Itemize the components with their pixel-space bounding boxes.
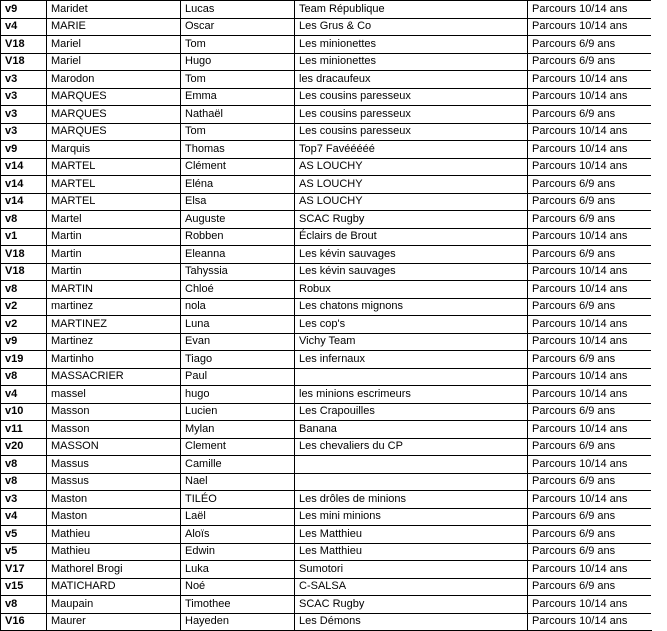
cell-last-name: Maridet bbox=[47, 1, 181, 19]
table-row bbox=[1, 578, 652, 596]
table-row bbox=[1, 88, 652, 106]
cell-group: v8 bbox=[1, 456, 47, 474]
cell-last-name: Martel bbox=[47, 211, 181, 229]
cell-last-name: Mathorel Brogi bbox=[47, 561, 181, 579]
cell-group: V17 bbox=[1, 561, 47, 579]
cell-first-name: Evan bbox=[181, 333, 295, 351]
table-row bbox=[1, 53, 652, 71]
cell-last-name: Marodon bbox=[47, 71, 181, 89]
cell-group: v15 bbox=[1, 578, 47, 596]
cell-course: Parcours 10/14 ans bbox=[528, 491, 652, 509]
cell-first-name: Luna bbox=[181, 316, 295, 334]
cell-team: AS LOUCHY bbox=[295, 193, 528, 211]
cell-team: Vichy Team bbox=[295, 333, 528, 351]
cell-team: les minions escrimeurs bbox=[295, 386, 528, 404]
cell-last-name: Maurer bbox=[47, 613, 181, 631]
cell-first-name: Tom bbox=[181, 71, 295, 89]
cell-course: Parcours 6/9 ans bbox=[528, 578, 652, 596]
cell-first-name: Clément bbox=[181, 158, 295, 176]
table-row bbox=[1, 421, 652, 439]
cell-first-name: Chloé bbox=[181, 281, 295, 299]
cell-course: Parcours 10/14 ans bbox=[528, 228, 652, 246]
cell-team bbox=[295, 456, 528, 474]
cell-first-name: Robben bbox=[181, 228, 295, 246]
cell-course: Parcours 6/9 ans bbox=[528, 508, 652, 526]
cell-first-name: Auguste bbox=[181, 211, 295, 229]
cell-team: Les Matthieu bbox=[295, 526, 528, 544]
cell-course: Parcours 10/14 ans bbox=[528, 1, 652, 19]
cell-last-name: Masson bbox=[47, 421, 181, 439]
cell-course: Parcours 10/14 ans bbox=[528, 141, 652, 159]
cell-team: Les infernaux bbox=[295, 351, 528, 369]
cell-team: Les Matthieu bbox=[295, 543, 528, 561]
cell-team: SCAC Rugby bbox=[295, 211, 528, 229]
cell-first-name: Noé bbox=[181, 578, 295, 596]
cell-team: SCAC Rugby bbox=[295, 596, 528, 614]
cell-last-name: MARTIN bbox=[47, 281, 181, 299]
table-row bbox=[1, 368, 652, 386]
cell-team: C-SALSA bbox=[295, 578, 528, 596]
cell-group: V18 bbox=[1, 263, 47, 281]
cell-group: v5 bbox=[1, 543, 47, 561]
cell-group: v3 bbox=[1, 71, 47, 89]
table-row bbox=[1, 36, 652, 54]
cell-team: Robux bbox=[295, 281, 528, 299]
cell-first-name: Camille bbox=[181, 456, 295, 474]
cell-first-name: Eleanna bbox=[181, 246, 295, 264]
cell-course: Parcours 6/9 ans bbox=[528, 53, 652, 71]
cell-team: AS LOUCHY bbox=[295, 176, 528, 194]
cell-last-name: MASSON bbox=[47, 438, 181, 456]
table-row bbox=[1, 596, 652, 614]
table-row bbox=[1, 473, 652, 491]
right-margin bbox=[651, 0, 667, 630]
cell-group: v14 bbox=[1, 158, 47, 176]
cell-course: Parcours 6/9 ans bbox=[528, 106, 652, 124]
table-row bbox=[1, 351, 652, 369]
table-row bbox=[1, 298, 652, 316]
cell-team: Banana bbox=[295, 421, 528, 439]
table-row bbox=[1, 386, 652, 404]
table-row bbox=[1, 333, 652, 351]
cell-course: Parcours 10/14 ans bbox=[528, 386, 652, 404]
cell-course: Parcours 6/9 ans bbox=[528, 473, 652, 491]
cell-team: les dracaufeux bbox=[295, 71, 528, 89]
cell-first-name: Emma bbox=[181, 88, 295, 106]
cell-team bbox=[295, 368, 528, 386]
cell-course: Parcours 6/9 ans bbox=[528, 211, 652, 229]
cell-course: Parcours 10/14 ans bbox=[528, 333, 652, 351]
table-row bbox=[1, 158, 652, 176]
cell-course: Parcours 10/14 ans bbox=[528, 71, 652, 89]
cell-course: Parcours 6/9 ans bbox=[528, 526, 652, 544]
cell-last-name: MARTEL bbox=[47, 176, 181, 194]
cell-last-name: Massus bbox=[47, 473, 181, 491]
cell-group: v10 bbox=[1, 403, 47, 421]
table-row bbox=[1, 193, 652, 211]
table-row bbox=[1, 228, 652, 246]
cell-last-name: MATICHARD bbox=[47, 578, 181, 596]
cell-course: Parcours 6/9 ans bbox=[528, 438, 652, 456]
cell-team: Les kévin sauvages bbox=[295, 263, 528, 281]
cell-first-name: Nael bbox=[181, 473, 295, 491]
cell-first-name: Mylan bbox=[181, 421, 295, 439]
table-row bbox=[1, 263, 652, 281]
cell-first-name: Thomas bbox=[181, 141, 295, 159]
cell-course: Parcours 10/14 ans bbox=[528, 456, 652, 474]
table-row bbox=[1, 456, 652, 474]
cell-course: Parcours 10/14 ans bbox=[528, 158, 652, 176]
cell-last-name: Martin bbox=[47, 228, 181, 246]
cell-first-name: nola bbox=[181, 298, 295, 316]
cell-first-name: Tom bbox=[181, 36, 295, 54]
cell-course: Parcours 6/9 ans bbox=[528, 36, 652, 54]
cell-first-name: Hayeden bbox=[181, 613, 295, 631]
table-row bbox=[1, 438, 652, 456]
cell-course: Parcours 6/9 ans bbox=[528, 246, 652, 264]
cell-last-name: Martin bbox=[47, 246, 181, 264]
cell-group: v20 bbox=[1, 438, 47, 456]
cell-group: v8 bbox=[1, 281, 47, 299]
cell-first-name: Edwin bbox=[181, 543, 295, 561]
cell-course: Parcours 10/14 ans bbox=[528, 561, 652, 579]
cell-first-name: Paul bbox=[181, 368, 295, 386]
cell-team: Les chatons mignons bbox=[295, 298, 528, 316]
cell-group: V18 bbox=[1, 53, 47, 71]
cell-last-name: Martinez bbox=[47, 333, 181, 351]
cell-group: V18 bbox=[1, 246, 47, 264]
cell-first-name: Timothee bbox=[181, 596, 295, 614]
cell-course: Parcours 10/14 ans bbox=[528, 596, 652, 614]
cell-first-name: Tom bbox=[181, 123, 295, 141]
table-row bbox=[1, 18, 652, 36]
table-row bbox=[1, 526, 652, 544]
cell-last-name: Massus bbox=[47, 456, 181, 474]
cell-group: v5 bbox=[1, 526, 47, 544]
cell-course: Parcours 10/14 ans bbox=[528, 263, 652, 281]
cell-group: V16 bbox=[1, 613, 47, 631]
cell-team: AS LOUCHY bbox=[295, 158, 528, 176]
cell-team: Les chevaliers du CP bbox=[295, 438, 528, 456]
cell-team: Team République bbox=[295, 1, 528, 19]
cell-last-name: Martin bbox=[47, 263, 181, 281]
cell-last-name: Martinho bbox=[47, 351, 181, 369]
cell-first-name: TILÉO bbox=[181, 491, 295, 509]
table-row bbox=[1, 1, 652, 19]
cell-last-name: MARQUES bbox=[47, 88, 181, 106]
table-row bbox=[1, 246, 652, 264]
table-body bbox=[1, 1, 652, 631]
cell-first-name: Tahyssia bbox=[181, 263, 295, 281]
cell-first-name: Aloïs bbox=[181, 526, 295, 544]
table-row bbox=[1, 281, 652, 299]
cell-last-name: Maston bbox=[47, 491, 181, 509]
table-row bbox=[1, 543, 652, 561]
cell-team: Sumotori bbox=[295, 561, 528, 579]
cell-group: v3 bbox=[1, 88, 47, 106]
cell-course: Parcours 10/14 ans bbox=[528, 368, 652, 386]
cell-group: v19 bbox=[1, 351, 47, 369]
cell-last-name: Mariel bbox=[47, 36, 181, 54]
cell-course: Parcours 10/14 ans bbox=[528, 316, 652, 334]
cell-team: Les Crapouilles bbox=[295, 403, 528, 421]
cell-last-name: Masson bbox=[47, 403, 181, 421]
cell-course: Parcours 10/14 ans bbox=[528, 18, 652, 36]
cell-course: Parcours 6/9 ans bbox=[528, 403, 652, 421]
table-row bbox=[1, 211, 652, 229]
cell-team: Les drôles de minions bbox=[295, 491, 528, 509]
cell-team: Les Démons bbox=[295, 613, 528, 631]
cell-group: v9 bbox=[1, 333, 47, 351]
cell-first-name: hugo bbox=[181, 386, 295, 404]
cell-team: Les cousins paresseux bbox=[295, 88, 528, 106]
cell-team: Les cousins paresseux bbox=[295, 123, 528, 141]
cell-first-name: Laël bbox=[181, 508, 295, 526]
cell-last-name: MARTEL bbox=[47, 158, 181, 176]
cell-course: Parcours 10/14 ans bbox=[528, 421, 652, 439]
cell-team: Top7 Favééééé bbox=[295, 141, 528, 159]
cell-last-name: MARQUES bbox=[47, 106, 181, 124]
cell-first-name: Luka bbox=[181, 561, 295, 579]
table-row bbox=[1, 491, 652, 509]
cell-course: Parcours 6/9 ans bbox=[528, 193, 652, 211]
cell-last-name: Marquis bbox=[47, 141, 181, 159]
cell-first-name: Tiago bbox=[181, 351, 295, 369]
cell-group: v14 bbox=[1, 176, 47, 194]
cell-team: Les Grus & Co bbox=[295, 18, 528, 36]
cell-team: Éclairs de Brout bbox=[295, 228, 528, 246]
cell-first-name: Lucien bbox=[181, 403, 295, 421]
cell-team: Les kévin sauvages bbox=[295, 246, 528, 264]
cell-team: Les cop's bbox=[295, 316, 528, 334]
cell-group: v8 bbox=[1, 211, 47, 229]
cell-course: Parcours 6/9 ans bbox=[528, 351, 652, 369]
cell-first-name: Elsa bbox=[181, 193, 295, 211]
cell-first-name: Eléna bbox=[181, 176, 295, 194]
cell-last-name: MARIE bbox=[47, 18, 181, 36]
cell-last-name: Maupain bbox=[47, 596, 181, 614]
cell-group: v11 bbox=[1, 421, 47, 439]
cell-last-name: massel bbox=[47, 386, 181, 404]
cell-last-name: martinez bbox=[47, 298, 181, 316]
cell-group: v3 bbox=[1, 106, 47, 124]
cell-group: v4 bbox=[1, 386, 47, 404]
cell-group: v9 bbox=[1, 1, 47, 19]
cell-group: v3 bbox=[1, 491, 47, 509]
table-row bbox=[1, 403, 652, 421]
cell-group: v1 bbox=[1, 228, 47, 246]
cell-group: v4 bbox=[1, 508, 47, 526]
cell-course: Parcours 6/9 ans bbox=[528, 176, 652, 194]
cell-group: v8 bbox=[1, 596, 47, 614]
cell-first-name: Nathaël bbox=[181, 106, 295, 124]
cell-last-name: Mathieu bbox=[47, 526, 181, 544]
table-row bbox=[1, 106, 652, 124]
cell-team: Les mini minions bbox=[295, 508, 528, 526]
cell-course: Parcours 10/14 ans bbox=[528, 123, 652, 141]
cell-course: Parcours 10/14 ans bbox=[528, 281, 652, 299]
cell-first-name: Hugo bbox=[181, 53, 295, 71]
cell-group: v8 bbox=[1, 368, 47, 386]
table-row bbox=[1, 316, 652, 334]
cell-team: Les minionettes bbox=[295, 36, 528, 54]
cell-group: v4 bbox=[1, 18, 47, 36]
cell-team: Les cousins paresseux bbox=[295, 106, 528, 124]
cell-group: v9 bbox=[1, 141, 47, 159]
cell-last-name: MARQUES bbox=[47, 123, 181, 141]
table-row bbox=[1, 71, 652, 89]
cell-course: Parcours 6/9 ans bbox=[528, 298, 652, 316]
cell-course: Parcours 10/14 ans bbox=[528, 613, 652, 631]
cell-group: v3 bbox=[1, 123, 47, 141]
cell-first-name: Clement bbox=[181, 438, 295, 456]
table-row bbox=[1, 141, 652, 159]
cell-course: Parcours 10/14 ans bbox=[528, 88, 652, 106]
cell-team: Les minionettes bbox=[295, 53, 528, 71]
cell-group: v8 bbox=[1, 473, 47, 491]
cell-first-name: Lucas bbox=[181, 1, 295, 19]
cell-team bbox=[295, 473, 528, 491]
cell-group: v14 bbox=[1, 193, 47, 211]
cell-group: v2 bbox=[1, 298, 47, 316]
cell-course: Parcours 6/9 ans bbox=[528, 543, 652, 561]
cell-last-name: MARTEL bbox=[47, 193, 181, 211]
table-row bbox=[1, 561, 652, 579]
cell-last-name: MASSACRIER bbox=[47, 368, 181, 386]
cell-last-name: MARTINEZ bbox=[47, 316, 181, 334]
cell-first-name: Oscar bbox=[181, 18, 295, 36]
table-row bbox=[1, 176, 652, 194]
cell-group: V18 bbox=[1, 36, 47, 54]
cell-group: v2 bbox=[1, 316, 47, 334]
table-row bbox=[1, 123, 652, 141]
cell-last-name: Mariel bbox=[47, 53, 181, 71]
table-row bbox=[1, 613, 652, 631]
cell-last-name: Maston bbox=[47, 508, 181, 526]
table-row bbox=[1, 508, 652, 526]
cell-last-name: Mathieu bbox=[47, 543, 181, 561]
